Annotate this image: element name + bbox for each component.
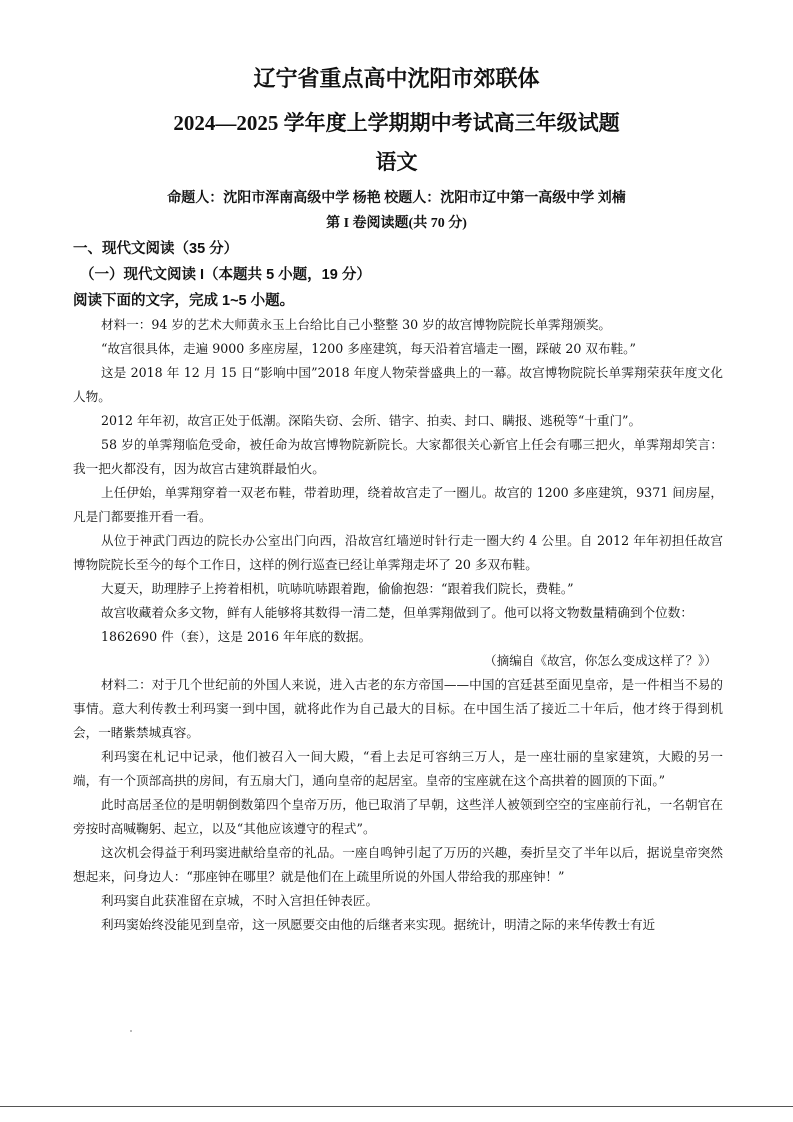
page-bottom-rule <box>0 1106 793 1107</box>
authors-line: 命题人：沈阳市浑南高级中学 杨艳 校题人：沈阳市辽中第一高级中学 刘楠 <box>167 191 626 206</box>
section-heading: 一、现代文阅读（35 分） <box>73 241 239 257</box>
scan-speck <box>130 1030 132 1032</box>
exam-term-title: 2024—2025 学年度上学期期中考试高三年级试题 <box>173 111 620 135</box>
paragraph: 故宫收藏着众多文物，鲜有人能够将其数得一清二楚，但单霁翔做到了。他可以将文物数量精确到个位数： <box>101 605 693 620</box>
paragraph: 利玛窦自此获准留在京城，不时入宫担任钟表匠。 <box>101 893 379 908</box>
paragraph: 此时高居圣位的是明朝倒数第四个皇帝万历，他已取消了早朝，这些洋人被领到空空的宝座前行礼，一名朝官在旁按时高喊鞠躬、起立，以及“其他应该遵守的程式”。 <box>73 797 723 836</box>
subject-title: 语文 <box>375 150 418 174</box>
paragraph: “故宫很具体，走遍 9000 多座房屋，1200 多座建筑，每天沿着宫墙走一圈，踩破 20 双布鞋。” <box>101 341 636 356</box>
subsection-heading: （一）现代文阅读 I（本题共 5 小题，19 分） <box>80 267 371 283</box>
reading-instruction: 阅读下面的文字，完成 1~5 小题。 <box>73 293 295 309</box>
paragraph: 大夏天，助理脖子上挎着相机，吭哧吭哧跟着跑，偷偷抱怨：“跟着我们院长，费鞋。” <box>101 581 574 596</box>
reading-passage <box>73 313 723 937</box>
paragraph: 材料一：94 岁的艺术大师黄永玉上台给比自己小整整 30 岁的故宫博物院院长单霁翔颁奖。 <box>101 317 612 332</box>
paragraph: 2012 年年初，故宫正处于低潮。深陷失窃、会所、错字、拍卖、封口、瞒报、逃税等“十重门”。 <box>101 413 642 428</box>
paragraph: 58 岁的单霁翔临危受命，被任命为故宫博物院新院长。大家都很关心新官上任会有哪三把火，单霁翔却笑言：我一把火都没有，因为故宫古建筑群最怕火。 <box>73 437 723 476</box>
volume-heading: 第 I 卷阅读题(共 70 分) <box>326 216 467 231</box>
paragraph: 上任伊始，单霁翔穿着一双老布鞋，带着助理，绕着故宫走了一圈儿。故宫的 1200 多座建筑，9371 间房屋，凡是门都要推开看一看。 <box>73 485 723 524</box>
paragraph: 这是 2018 年 12 月 15 日“影响中国”2018 年度人物荣誉盛典上的一幕。故宫博物院院长单霁翔荣获年度文化人物。 <box>73 365 723 404</box>
source-citation: （摘编自《故宫，你怎么变成这样了？》） <box>484 653 717 668</box>
paragraph: 1862690 件（套），这是 2016 年年底的数据。 <box>101 629 372 644</box>
paragraph: 这次机会得益于利玛窦进献给皇帝的礼品。一座自鸣钟引起了万历的兴趣，奏折呈交了半年以后，据说皇帝突然想起来，问身边人：“那座钟在哪里？就是他们在上疏里所说的外国人带给我的那座钟！” <box>73 845 723 884</box>
exam-region-title: 辽宁省重点高中沈阳市郊联体 <box>253 66 540 91</box>
paragraph: 材料二：对于几个世纪前的外国人来说，进入古老的东方帝国——中国的宫廷甚至面见皇帝，是一件相当不易的事情。意大利传教士利玛窦一到中国，就将此作为自己最大的目标。在中国生活了接近二十年后，他才终于得到机会，一睹紫禁城真容。 <box>73 677 723 740</box>
paragraph: 从位于神武门西边的院长办公室出门向西，沿故宫红墙逆时针行走一圈大约 4 公里。自 2012 年年初担任故宫博物院院长至今的每个工作日，这样的例行巡查已经让单霁翔走坏了 20 多双布鞋。 <box>73 533 723 572</box>
paragraph: 利玛窦始终没能见到皇帝，这一夙愿要交由他的后继者来实现。据统计，明清之际的来华传教士有近 <box>101 917 656 932</box>
paragraph: 利玛窦在札记中记录，他们被召入一间大殿，“看上去足可容纳三万人，是一座壮丽的皇家建筑，大殿的另一端，有一个顶部高拱的房间，有五扇大门，通向皇帝的起居室。皇帝的宝座就在这个高拱着的圆顶的下面。” <box>73 749 723 788</box>
